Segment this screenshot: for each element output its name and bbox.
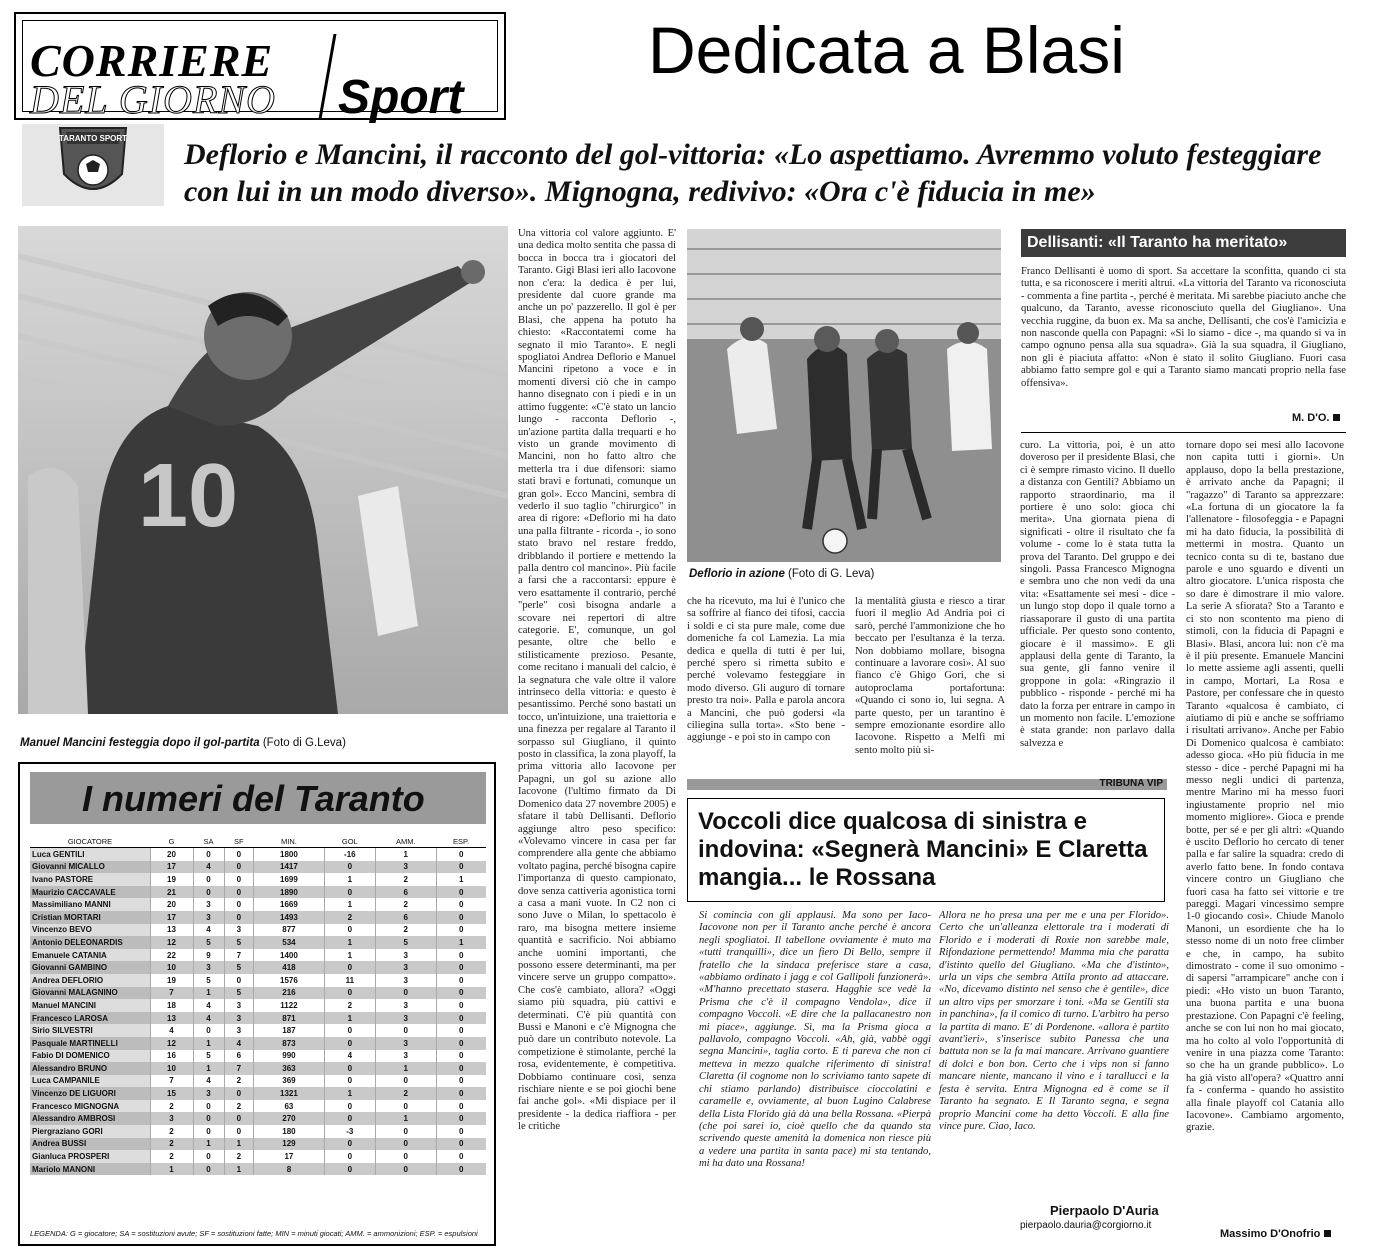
stat-cell: 0	[324, 1112, 375, 1125]
stat-cell: 0	[436, 1050, 486, 1063]
table-row	[30, 1075, 486, 1088]
stat-cell: 17	[254, 1150, 325, 1163]
main-article-col4	[1186, 440, 1344, 1220]
stat-cell: 1	[324, 949, 375, 962]
table-row	[30, 1037, 486, 1050]
stat-cell: 7	[224, 1062, 254, 1075]
stat-cell: 1576	[254, 974, 325, 987]
stat-cell: 0	[324, 861, 375, 874]
stat-cell: 0	[224, 1087, 254, 1100]
stat-cell: 10	[150, 1062, 193, 1075]
stat-cell: -16	[324, 848, 375, 861]
stat-cell: 13	[150, 924, 193, 937]
stat-cell: 4	[193, 861, 224, 874]
stats-column-header: MIN.	[254, 836, 325, 848]
table-row	[30, 1163, 486, 1176]
stat-cell: 19	[150, 873, 193, 886]
stat-cell: 3	[193, 961, 224, 974]
main-article-col2a	[687, 596, 845, 772]
stat-cell: 0	[436, 974, 486, 987]
stat-cell: 2	[375, 898, 436, 911]
stat-cell: 0	[324, 1075, 375, 1088]
stat-cell: 3	[375, 961, 436, 974]
stat-cell: 0	[436, 1112, 486, 1125]
stat-cell: 2	[324, 999, 375, 1012]
stat-cell: 13	[150, 1012, 193, 1025]
stats-column-header: ESP.	[436, 836, 486, 848]
stat-cell: 1321	[254, 1087, 325, 1100]
table-row	[30, 987, 486, 1000]
stat-cell: 3	[224, 1024, 254, 1037]
photo1-caption	[20, 737, 500, 749]
stat-cell: 0	[193, 1150, 224, 1163]
stat-cell: 1	[193, 1037, 224, 1050]
stat-cell: 363	[254, 1062, 325, 1075]
stat-cell: 4	[193, 1012, 224, 1025]
stat-cell: 16	[150, 1050, 193, 1063]
stat-cell: 9	[193, 949, 224, 962]
stat-cell: 3	[224, 999, 254, 1012]
masthead-giorno: DEL GIORNO	[30, 77, 276, 122]
stat-cell: 0	[324, 1150, 375, 1163]
dellisanti-heading-bar	[1021, 229, 1346, 257]
stat-cell: 0	[436, 924, 486, 937]
photo2-caption-credit: (Foto di G. Leva)	[788, 568, 875, 580]
stat-cell: 0	[436, 1062, 486, 1075]
stat-cell: 1	[436, 936, 486, 949]
stat-cell: 0	[436, 999, 486, 1012]
player-name-cell: Massimiliano MANNI	[30, 898, 150, 911]
stat-cell: 0	[436, 949, 486, 962]
stat-cell: 0	[224, 873, 254, 886]
player-name-cell: Giovanni GAMBINO	[30, 961, 150, 974]
table-row	[30, 861, 486, 874]
photo2-caption	[689, 568, 989, 580]
stat-cell: 4	[193, 999, 224, 1012]
stat-cell: 0	[324, 987, 375, 1000]
page-title: Dedicata a Blasi	[648, 13, 1125, 87]
stat-cell: 12	[150, 1037, 193, 1050]
table-row	[30, 1138, 486, 1151]
stat-cell: 0	[193, 886, 224, 899]
stat-cell: 5	[224, 961, 254, 974]
stat-cell: 0	[375, 1150, 436, 1163]
stat-cell: 2	[150, 1150, 193, 1163]
main-article-col2b	[855, 596, 1005, 772]
headline: Deflorio e Mancini, il racconto del gol-vittoria: «Lo aspettiamo. Avremmo voluto festeggiare con lui in un modo diverso». Mignogna, redivivo: «Ora c'è fiducia in me»	[184, 138, 1322, 208]
main-article-col1	[518, 228, 676, 1244]
stat-cell: 1890	[254, 886, 325, 899]
stat-cell: 4	[193, 924, 224, 937]
player-name-cell: Mariolo MANONI	[30, 1163, 150, 1176]
stat-cell: 18	[150, 999, 193, 1012]
stats-header	[30, 772, 486, 824]
stat-cell: 0	[436, 898, 486, 911]
stat-cell: 990	[254, 1050, 325, 1063]
stat-cell: 2	[375, 873, 436, 886]
stat-cell: 2	[150, 1100, 193, 1113]
stat-cell: 0	[436, 886, 486, 899]
table-row	[30, 974, 486, 987]
stat-cell: 4	[150, 1024, 193, 1037]
stat-cell: 19	[150, 974, 193, 987]
stat-cell: 7	[150, 987, 193, 1000]
stat-cell: 0	[375, 1024, 436, 1037]
dellisanti-signature-text: M. D'O.	[1292, 412, 1330, 424]
stat-cell: 2	[224, 1075, 254, 1088]
stats-table-box	[18, 762, 496, 1246]
tribuna-vip-bar	[687, 779, 1167, 790]
stat-cell: 15	[150, 1087, 193, 1100]
player-name-cell: Gianluca PROSPERI	[30, 1150, 150, 1163]
stat-cell: 418	[254, 961, 325, 974]
dellisanti-heading: Dellisanti: «Il Taranto ha meritato»	[1027, 234, 1288, 251]
stat-cell: 6	[375, 911, 436, 924]
taranto-sport-logo	[22, 124, 164, 206]
stat-cell: 8	[254, 1163, 325, 1176]
table-row	[30, 936, 486, 949]
stat-cell: 1493	[254, 911, 325, 924]
photo-deflorio	[687, 229, 1001, 562]
stat-cell: 1	[324, 1087, 375, 1100]
stat-cell: 0	[324, 961, 375, 974]
stat-cell: 1	[224, 1163, 254, 1176]
stat-cell: 0	[224, 848, 254, 861]
table-row	[30, 1100, 486, 1113]
stat-cell: 1	[224, 1138, 254, 1151]
stat-cell: 3	[193, 911, 224, 924]
stat-cell: 0	[436, 1012, 486, 1025]
tribuna-signature: Pierpaolo D'Auria	[1050, 1203, 1159, 1218]
stats-table	[30, 836, 486, 1175]
stat-cell: 22	[150, 949, 193, 962]
main-article-col2a-text: che ha ricevuto, ma lui è l'unico che sa soffrire al fianco dei tifosi, caccia i soldi e ci sta pure male, come due domeniche fa col Lamezia. La mia dedica e quella di tutti è per lui, perché spero si rimetta subito e perché volevamo festeggiare in modo diverso. Gli auguro di tornare presto tra noi». Palla e parola ancora a Mancini, che può godersi «la ciliegina sulla torta». «Sto bene - aggiunge - e poi sto in campo con	[687, 596, 845, 744]
table-row	[30, 873, 486, 886]
stat-cell: 0	[324, 924, 375, 937]
table-row	[30, 1012, 486, 1025]
stat-cell: 0	[193, 1024, 224, 1037]
stat-cell: 0	[224, 886, 254, 899]
tribuna-headline: Voccoli dice qualcosa di sinistra e indovina: «Segnerà Mancini» E Claretta mangia... le Rossana	[698, 808, 1148, 891]
stat-cell: 3	[375, 949, 436, 962]
stat-cell: 0	[436, 861, 486, 874]
player-name-cell: Luca GENTILI	[30, 848, 150, 861]
stat-cell: 1417	[254, 861, 325, 874]
stat-cell: 3	[375, 1050, 436, 1063]
stat-cell: 369	[254, 1075, 325, 1088]
player-name-cell: Fabio DI DOMENICO	[30, 1050, 150, 1063]
stat-cell: 2	[375, 1087, 436, 1100]
masthead	[14, 12, 506, 124]
stat-cell: 6	[224, 1050, 254, 1063]
stat-cell: 0	[436, 1037, 486, 1050]
photo-mancini	[18, 226, 508, 714]
stat-cell: 0	[324, 1024, 375, 1037]
stat-cell: 0	[375, 1163, 436, 1176]
player-name-cell: Alessandro BRUNO	[30, 1062, 150, 1075]
tribuna-col2	[939, 910, 1169, 1200]
stat-cell: 534	[254, 936, 325, 949]
stat-cell: 0	[324, 1062, 375, 1075]
player-name-cell: Vincenzo DE LIGUORI	[30, 1087, 150, 1100]
stat-cell: 1	[193, 987, 224, 1000]
stat-cell: 0	[436, 987, 486, 1000]
stat-cell: 5	[224, 936, 254, 949]
stat-cell: 20	[150, 898, 193, 911]
stat-cell: 0	[436, 1125, 486, 1138]
stat-cell: 1	[324, 936, 375, 949]
stat-cell: 3	[375, 974, 436, 987]
stat-cell: 1	[375, 1062, 436, 1075]
stat-cell: 0	[193, 1125, 224, 1138]
stat-cell: 63	[254, 1100, 325, 1113]
stat-cell: 0	[375, 1125, 436, 1138]
stat-cell: 3	[193, 898, 224, 911]
stats-title: I numeri del Taranto	[82, 778, 425, 819]
player-name-cell: Emanuele CATANIA	[30, 949, 150, 962]
photo2-caption-bold: Deflorio in azione	[689, 568, 785, 580]
stat-cell: 5	[193, 936, 224, 949]
stat-cell: 0	[324, 1100, 375, 1113]
stat-cell: 2	[150, 1125, 193, 1138]
table-row	[30, 911, 486, 924]
table-row	[30, 1050, 486, 1063]
stat-cell: 3	[224, 924, 254, 937]
end-mark	[1333, 414, 1340, 421]
player-name-cell: Maurizio CACCAVALE	[30, 886, 150, 899]
stat-cell: 129	[254, 1138, 325, 1151]
svg-text:10: 10	[138, 446, 239, 546]
main-article-col1-text: Una vittoria col valore aggiunto. E' una dedica molto sentita che passa di bocca in bocca tra i giocatori del Taranto. Gigi Blasi ieri allo Iacovone non c'era: la dedica è per lui, presidente dal cuore grande ma anche un po' pazzerello. Il gol è per Blasi, che appena ha potuto ha chiesto: «Raccontatemi come ha segnato il mio Taranto». E negli spogliatoi Andrea Deflorio e Manuel Mancini ripetono a voce e in momenti diversi ciò che in campo hanno disegnato con i piedi e in un attimo fuggente: «C'è stato un lancio lungo - racconta Deflorio -, un'azione partita dalla trequarti e ho visto un grande movimento di Mancini, non ho fatto altro che metterla tra i due difensori: siamo stati bravi e fortunati, comunque un gran gol». Ecco Mancini, sembra di vederlo il suo taglio "chirurgico" in area di rigore: «Deflorio mi ha dato una palla filtrante - ricorda -, io sono stato bravo nel restare freddo, dribblando il portiere e mettendo la palla dentro col mancino». Più facile a farsi che a raccontarsi: eppure è vero esattamente il contrario, perché "perle" così bisogna andarle a scovare nei repertori di altre categorie. E', comunque, un gol pesante, oltre che bello e stilisticamente prezioso. Pesante, come recitano i manuali del calcio, è la segnatura che vale oltre il valore intrinseco della vittoria: e questo è pesantissimo. Perché sono bastati un tocco, un'intuizione, una traiettoria e una finezza per regalare al Taranto il sorpasso sul Giugliano, il quinto posto in classifica, la zona playoff, la prima vittoria allo Iacovone per Papagni, un gol su azione allo Iacovone (l'ultimo firmato da Di Domenico data 27 novembre 2005) e sfatare il tabù Dellisanti. Deflorio aggiunge altro peso specifico: «Volevamo vincere in casa per far comprendere alla gente che abbiamo voltato pagina, perché bisogna capire l'importanza di questo campionato, dove senza cattiveria agonistica torni a casa a mani vuote. In C2 non ci sono Juve o Milan, lo spettacolo è raro, ma bisogna mettere insieme quantità e sacrificio. Noi abbiamo anche uomini importanti, che possono essere determinanti, ma per vincere serve un gruppo compatto». Che cos'è cambiato, allora? «Oggi siamo più squadra, più cattivi e determinati. C'è più quantità con Bussi e Manoni e c'è Mignogna che può dare un contributo notevole. La competizione è stimolante, perché la rosa, evidentemente, è competitiva. Dobbiamo continuare così, senza rischiare niente e se poi giochi bene fai anche gol». «Mi dispiace per il presidente - la dedica riaffiora - per le critiche	[518, 228, 676, 1133]
main-article-col3-text: curo. La vittoria, poi, è un atto doveroso per il presidente Blasi, che ci è sempre rimasto vicino. Il duello a distanza con Gentili? Abbiamo un rapporto straordinario, ma il portiere è uno solo: gioca chi merita». Una giornata piena di significati - oltre il risultato che fa volume - come lo è stata tutta la prova del Taranto. Del gruppo e dei singoli. Passa Francesco Mignogna e sembra uno che non vedi da una vita: «Esattamente sei mesi - dice - un lungo stop dopo il quale torno a riassaporare il gusto di una partita ufficiale. Per questo sono contento, giocare è il massimo». E gli applausi della gente di Taranto, la sua gente, gli fanno venire il groppone in gola: «Ringrazio il pubblico - risponde - perché mi ha dato la forza per entrare in campo in un momento non facile. L'emozione è stata grande: non parlavo dalla salvezza e	[1020, 440, 1175, 749]
stat-cell: 0	[193, 1163, 224, 1176]
main-article-col2b-text: la mentalità giusta e riesco a tirar fuori il meglio Ad Andria poi ci sarò, perché l'ammonizione che ho beccato per l'esultanza è la terza. Non dobbiamo mollare, bisogna continuare a lavorare così». Al suo fianco c'è Ghigo Gori, che si autoproclama portafortuna: «Quando ci sono io, lui segna. A parte questo, per un tarantino è sempre emozionante esordire allo Iacovone. Rispetto a Melfi mi sento molto più si-	[855, 596, 1005, 756]
stat-cell: -3	[324, 1125, 375, 1138]
stat-cell: 216	[254, 987, 325, 1000]
stat-cell: 877	[254, 924, 325, 937]
main-article-col4-text: tornare dopo sei mesi allo Iacovone non capita tutti i giorni». Un applauso, dopo la bella prestazione, è arrivato anche da Papagni; il "ragazzo" di Taranto sa apprezzare: «La fortuna di un giocatore la fa l'allenatore - filosofeggia - e Papagni mi ha dato fiducia, la possibilità di mettermi in mostra. Quanto un tecnico conta su di te, bastano due parole e uno sguardo e diventi un altro giocatore. L'unica risposta che so dare è dimostrare il mio valore. La serie A sfiorata? Sto a Taranto e ci sto non scontento ma pieno di stimoli, con la fiducia di Papagni e Blasi». Blasi, ancora lui: non c'è ma è il più presente. Emanuele Mancini lo mette assieme agli assenti, quelli in campo, Mortari, La Rosa e Pastore, per confessare che in questo Taranto «qualcosa è cambiato, ci aiutiamo di più e anche se soffriamo i risultati arrivano». Anche per Fabio Di Domenico qualcosa è cambiato: adesso gioca. «Ho più fiducia in me stesso - dice - perché Papagni mi ha messo negli undici di partenza, mentre Marino mi ha messo fuori ingiustamente proprio nel mio momento migliore». Gioca e prende botte, per sé e per gli altri: «Quando è uscito Deflorio ho cercato di tener palla e far salire la squadra: credo di averlo fatto bene. In fondo contava vincere contro un Giugliano che fuori casa ha fatto sei vittorie e tre pareggi. Magari vincessimo sempre 1-0 giocando così». Chiude Manolo Manoni, un esordiente che ha lo stesso nome di un noto free climber e che, in campo, ha subito dimostrato - come il suo omonimo - di sapersi "arrampicare" anche con i piedi: «Ho visto un buon Taranto, una buona partita e una buona prestazione. Con Papagni c'è feeling, anche se con lui non ho mai giocato, ma ho colto al volo l'opportunità di venire in una piazza come Taranto: so che ha un grande pubblico». Lo ha già visto all'opera? «Quattro anni fa - conferma - quando ho assistito alla finale playoff col Catania allo Iacovone». Cambiamo argomento, grazie.	[1186, 440, 1344, 1134]
stat-cell: 0	[436, 911, 486, 924]
stat-cell: 6	[375, 886, 436, 899]
stat-cell: 3	[375, 1012, 436, 1025]
stat-cell: 1	[193, 1062, 224, 1075]
stat-cell: 2	[324, 911, 375, 924]
stat-cell: 5	[224, 987, 254, 1000]
stat-cell: 180	[254, 1125, 325, 1138]
table-row	[30, 1125, 486, 1138]
main-article-signature	[1220, 1228, 1331, 1240]
stat-cell: 0	[193, 1100, 224, 1113]
stat-cell: 0	[436, 1024, 486, 1037]
stat-cell: 1	[324, 1012, 375, 1025]
player-name-cell: Francesco MIGNOGNA	[30, 1100, 150, 1113]
stat-cell: 0	[436, 961, 486, 974]
player-name-cell: Cristian MORTARI	[30, 911, 150, 924]
stat-cell: 0	[224, 861, 254, 874]
stat-cell: 12	[150, 936, 193, 949]
tribuna-col1	[699, 910, 931, 1246]
table-row	[30, 886, 486, 899]
stat-cell: 0	[375, 987, 436, 1000]
table-row	[30, 949, 486, 962]
stat-cell: 270	[254, 1112, 325, 1125]
stat-cell: 2	[375, 924, 436, 937]
stat-cell: 0	[224, 974, 254, 987]
stat-cell: 0	[324, 1037, 375, 1050]
stat-cell: 0	[224, 1125, 254, 1138]
stat-cell: 4	[224, 1037, 254, 1050]
main-article-signature-text: Massimo D'Onofrio	[1220, 1228, 1321, 1240]
stats-column-header: GIOCATORE	[30, 836, 150, 848]
divider	[1021, 432, 1346, 433]
player-name-cell: Giovanni MICALLO	[30, 861, 150, 874]
table-row	[30, 1112, 486, 1125]
stat-cell: 20	[150, 848, 193, 861]
stat-cell: 0	[193, 848, 224, 861]
stat-cell: 0	[436, 1150, 486, 1163]
player-name-cell: Giovanni MALAGNINO	[30, 987, 150, 1000]
table-row	[30, 1062, 486, 1075]
table-row	[30, 961, 486, 974]
player-name-cell: Antonio DELEONARDIS	[30, 936, 150, 949]
table-row	[30, 924, 486, 937]
tribuna-col1-text: Si comincia con gli applausi. Ma sono per Iaco-Iacovone non per il Taranto anche perché è ancora negli spogliatoi. Il tabellone ovviamente è muto ma «tutti tranquilli», dice un fiero Di Bello, sempre il fratello che la sindaca preferisce stare a casa, «abbiamo ordinato i jagg e col Gallipoli funzionerà». «M'hanno precettato stasera. Hagghie sce vedè la Prisma che c'è il compagno Vendola», dice il compagno Voccoli. «E dire che la pallacanestro non mi piace», aggiunge. Sì, ma la Prisma gioca a pallavolo, compagno Voccoli. «Ah, già, vabbè oggi segna Mancini», taglia corto. E ti pareva che non ci metteva in mezzo qualche riferimento di sinistra! Claretta (il cognome non lo scriviamo tanto sapete di chi stiamo parlando) distribuisce cioccolatini e caramelle e, ovviamente, al buon Lugino Calabrese della Lista Florido già dà una bella Rossana. «Pierpà (che poi sarei io, cioè quello che da quando sta scrivendo queste amenità la domenica non riesce più a vedere una partita in santa pace) mi sta tentando, mi ha dato una Rossana!	[699, 910, 931, 1170]
stat-cell: 4	[324, 1050, 375, 1063]
tribuna-email[interactable]: pierpaolo.dauria@corgiorno.it	[1020, 1220, 1152, 1231]
stats-legend: LEGENDA: G = giocatore; SA = sostituzioni avute; SF = sostituzioni fatte; MIN = minuti giocati; AMM. = ammonizioni; ESP. = espulsioni	[30, 1229, 478, 1238]
stat-cell: 187	[254, 1024, 325, 1037]
photo1-caption-credit: (Foto di G.Leva)	[262, 737, 346, 749]
player-name-cell: Andrea DEFLORIO	[30, 974, 150, 987]
stat-cell: 0	[224, 1112, 254, 1125]
stats-column-header: GOL	[324, 836, 375, 848]
stat-cell: 2	[224, 1100, 254, 1113]
player-name-cell: Vincenzo BEVO	[30, 924, 150, 937]
logo-text: TARANTO SPORT	[58, 134, 128, 143]
stat-cell: 0	[375, 1100, 436, 1113]
stat-cell: 1	[150, 1163, 193, 1176]
stat-cell: 1	[375, 848, 436, 861]
stat-cell: 7	[224, 949, 254, 962]
player-name-cell: Manuel MANCINI	[30, 999, 150, 1012]
stat-cell: 871	[254, 1012, 325, 1025]
stat-cell: 0	[193, 873, 224, 886]
stat-cell: 0	[224, 911, 254, 924]
table-row	[30, 999, 486, 1012]
stat-cell: 0	[375, 1138, 436, 1151]
end-mark	[1324, 1230, 1331, 1237]
stat-cell: 11	[324, 974, 375, 987]
stat-cell: 2	[224, 1150, 254, 1163]
stat-cell: 1	[436, 873, 486, 886]
stat-cell: 3	[375, 1037, 436, 1050]
player-name-cell: Sirio SILVESTRI	[30, 1024, 150, 1037]
table-row	[30, 1087, 486, 1100]
stat-cell: 21	[150, 886, 193, 899]
stat-cell: 17	[150, 861, 193, 874]
stat-cell: 0	[436, 1075, 486, 1088]
stat-cell: 1	[324, 873, 375, 886]
stat-cell: 1669	[254, 898, 325, 911]
stat-cell: 0	[324, 1163, 375, 1176]
player-name-cell: Francesco LAROSA	[30, 1012, 150, 1025]
stat-cell: 5	[375, 936, 436, 949]
stat-cell: 873	[254, 1037, 325, 1050]
stat-cell: 2	[150, 1138, 193, 1151]
stat-cell: 0	[375, 1075, 436, 1088]
stat-cell: 0	[436, 1087, 486, 1100]
player-name-cell: Ivano PASTORE	[30, 873, 150, 886]
stat-cell: 7	[150, 1075, 193, 1088]
stat-cell: 0	[436, 1100, 486, 1113]
dellisanti-text: Franco Dellisanti è uomo di sport. Sa accettare la sconfitta, quando ci sta tutta, e sa riconoscere i meriti altrui. «La vittoria del Taranto va riconosciuta - commenta a fine partita -, perché è meritata. Mi sarebbe piaciuto anche che qualcuno, da Taranto, avesse riconosciuto quella del Giugliano». Una vecchia ruggine, da buon ex. Ma sa anche, Dellisanti, che cos'è l'amicizia e non nasconde quella con Papagni: «Si lo siamo - dice -, ma quando si va in campo ognuno pensa alla sua squadra». Già la sua squadra, il Giugliano, non gli è piaciuta affatto: «Non è stato il solito Giugliano. Fuori casa abbiamo fatto sempre gol e qui a Taranto siamo mancati proprio nella fase offensiva».	[1021, 266, 1346, 389]
stat-cell: 1400	[254, 949, 325, 962]
stat-cell: 3	[375, 999, 436, 1012]
player-name-cell: Pasquale MARTINELLI	[30, 1037, 150, 1050]
masthead-sport: Sport	[338, 71, 464, 124]
stat-cell: 1122	[254, 999, 325, 1012]
stat-cell: 1800	[254, 848, 325, 861]
tribuna-col2-text: Allora ne ho presa una per me e una per Florido». Certo che un'alleanza elettorale tra i moderati di Florido e i moderati di Roxie non sarebbe male, Rifondazione permettendo! Mamma mia che paratta d'istinto quello del Giugliano. «Ma che d'istinto», urla un vips che sembra Attila pronto ad attaccare. «No, dicevamo distinto nel senso che è gentile», dice un altro vips per smorzare i toni. «Ma se Gentili sta in panchina», fa il comico di turno. L'arbitro ha perso la partita di mano. E' di Pordenone. «allora è partito avant'ieri», s'inserisce subito Panessa che una battuta non se la fa mai mancare. Arrivano guantiere di dolci e bon bon. Certo che i vips non si fanno mancare niente, mancano il vino e i tarallucci e la festa è servita. Entra Mignogna ed è come se il Taranto ha segnato. E Il Taranto segna, e segna proprio Mancini come ha detto Voccoli. E alla fine vince pure. Ciao, Iaco.	[939, 910, 1169, 1132]
stat-cell: 5	[193, 974, 224, 987]
stat-cell: 3	[193, 1087, 224, 1100]
table-row	[30, 898, 486, 911]
stat-cell: 10	[150, 961, 193, 974]
stat-cell: 1	[193, 1138, 224, 1151]
stat-cell: 0	[436, 1163, 486, 1176]
stat-cell: 0	[324, 1138, 375, 1151]
stat-cell: 0	[224, 898, 254, 911]
player-name-cell: Alessandro AMBROSI	[30, 1112, 150, 1125]
table-row	[30, 1024, 486, 1037]
stat-cell: 0	[436, 848, 486, 861]
stat-cell: 0	[324, 886, 375, 899]
stats-column-header: SF	[224, 836, 254, 848]
stat-cell: 5	[193, 1050, 224, 1063]
dellisanti-body	[1021, 266, 1346, 406]
player-name-cell: Andrea BUSSI	[30, 1138, 150, 1151]
stat-cell: 1	[324, 898, 375, 911]
stat-cell: 3	[375, 861, 436, 874]
stat-cell: 3	[150, 1112, 193, 1125]
dellisanti-signature	[1292, 412, 1340, 424]
tribuna-vip-label: TRIBUNA VIP	[1099, 778, 1163, 789]
table-row	[30, 1150, 486, 1163]
main-article-col3	[1020, 440, 1175, 772]
player-name-cell: Luca CAMPANILE	[30, 1075, 150, 1088]
stats-column-header: G	[150, 836, 193, 848]
stat-cell: 4	[193, 1075, 224, 1088]
player-name-cell: Piergraziano GORI	[30, 1125, 150, 1138]
stat-cell: 0	[193, 1112, 224, 1125]
stat-cell: 1	[375, 1112, 436, 1125]
stat-cell: 1699	[254, 873, 325, 886]
stats-column-header: SA	[193, 836, 224, 848]
stat-cell: 0	[436, 1138, 486, 1151]
stat-cell: 17	[150, 911, 193, 924]
photo1-caption-bold: Manuel Mancini festeggia dopo il gol-partita	[20, 737, 260, 749]
table-row	[30, 848, 486, 861]
masthead-corriere: CORRIERE	[30, 35, 274, 86]
stats-column-header: AMM.	[375, 836, 436, 848]
stat-cell: 3	[224, 1012, 254, 1025]
